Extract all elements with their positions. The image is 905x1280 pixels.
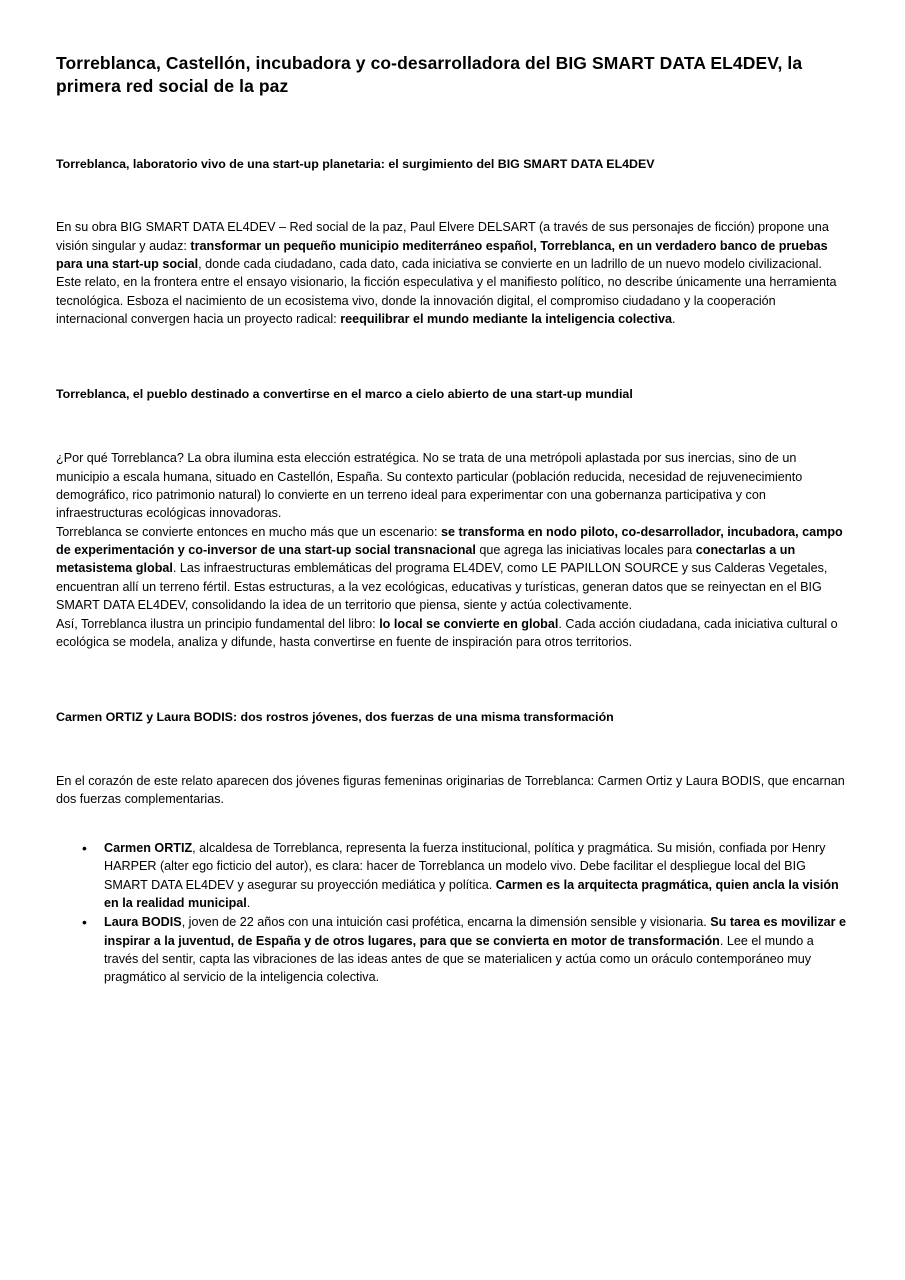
paragraph: En su obra BIG SMART DATA EL4DEV – Red social de la paz, Paul Elvere DELSART (a través de sus personajes de ficción) propone una visión singular y audaz: transformar un pequeño municipio mediterráneo español, Torreblanca, en un verdadero banco de pruebas para una start-up social, donde cada ciudadano, cada dato, cada iniciativa se convierte en un ladrillo de un nuevo modelo civilizacional. (56, 220, 829, 271)
bullet-list (56, 839, 849, 987)
spacer (56, 403, 849, 449)
list-item: • Carmen ORTIZ, alcaldesa de Torreblanca, representa la fuerza institucional, política y pragmática. Su misión, confiada por Henry HARPER (alter ego ficticio del autor), es clara: hacer de Torreblanca un modelo vivo. Debe facilitar el despliegue local del BIG SMART DATA EL4DEV y asegurar su proyección mediática y política. Carmen es la arquitecta pragmática, quien ancla la visión en la realidad municipal. (90, 839, 849, 913)
spacer (56, 809, 849, 839)
paragraph: Así, Torreblanca ilustra un principio fundamental del libro: lo local se convierte en global. Cada acción ciudadana, cada iniciativa cultural o ecológica se modela, analiza y difunde, hasta convertirse en fuente de inspiración para otros territorios. (56, 616, 838, 649)
section-body-1 (56, 218, 849, 328)
section-heading-1: Torreblanca, laboratorio vivo de una start-up planetaria: el surgimiento del BIG SMART DATA EL4DEV (56, 156, 655, 171)
paragraph: En el corazón de este relato aparecen dos jóvenes figuras femeninas originarias de Torreblanca: Carmen Ortiz y Laura BODIS, que encarnan dos fuerzas complementarias. (56, 774, 845, 807)
spacer (56, 328, 849, 386)
section-body-2 (56, 449, 849, 651)
page-title: Torreblanca, Castellón, incubadora y co-desarrolladora del BIG SMART DATA EL4DEV, la primera red social de la paz (56, 53, 803, 96)
section-body-3 (56, 772, 849, 809)
paragraph: Este relato, en la frontera entre el ensayo visionario, la ficción especulativa y el manifiesto político, no describe únicamente una herramienta tecnológica. Esboza el nacimiento de un ecosistema vivo, donde la innovación digital, el compromiso ciudadano y la cooperación internacional convergen hacia un proyecto radical: reequilibrar el mundo mediante la inteligencia colectiva. (56, 275, 837, 327)
spacer (56, 726, 849, 772)
spacer (56, 98, 849, 156)
spacer (56, 172, 849, 218)
paragraph: Torreblanca se convierte entonces en mucho más que un escenario: se transforma en nodo piloto, co-desarrollador, incubadora, campo de experimentación y co-inversor de una start-up social transnacional que agrega las iniciativas locales para conectarlas a un metasistema global. Las infraestructuras emblemáticas del programa EL4DEV, como LE PAPILLON SOURCE y sus Calderas Vegetales, encuentran allí un terreno fértil. Estas estructuras, a la vez ecológicas, educativas y turísticas, generan datos que se reinyectan en el BIG SMART DATA EL4DEV, consolidando la idea de un territorio que piensa, siente y actúa colectivamente. (56, 524, 843, 613)
spacer (56, 651, 849, 709)
section-heading-2: Torreblanca, el pueblo destinado a convertirse en el marco a cielo abierto de una start-up mundial (56, 387, 633, 402)
list-item: • Laura BODIS, joven de 22 años con una intuición casi profética, encarna la dimensión sensible y visionaria. Su tarea es movilizar e inspirar a la juventud, de España y de otros lugares, para que se convierta en motor de transformación. Lee el mundo a través del sentir, capta las vibraciones de las ideas antes de que se materialicen y actúa como un oráculo contemporáneo muy pragmático al servicio de la inteligencia colectiva. (90, 913, 849, 987)
section-heading-3: Carmen ORTIZ y Laura BODIS: dos rostros jóvenes, dos fuerzas de una misma transformación (56, 710, 614, 725)
paragraph: ¿Por qué Torreblanca? La obra ilumina esta elección estratégica. No se trata de una metrópoli aplastada por sus inercias, sino de un municipio a escala humana, situado en Castellón, España. Su contexto particular (población reducida, necesidad de rejuvenecimiento demográfico, rico patrimonio natural) lo convierte en un terreno ideal para experimentar con una gobernanza participativa y con infraestructuras ecológicas innovadoras. (56, 451, 803, 521)
